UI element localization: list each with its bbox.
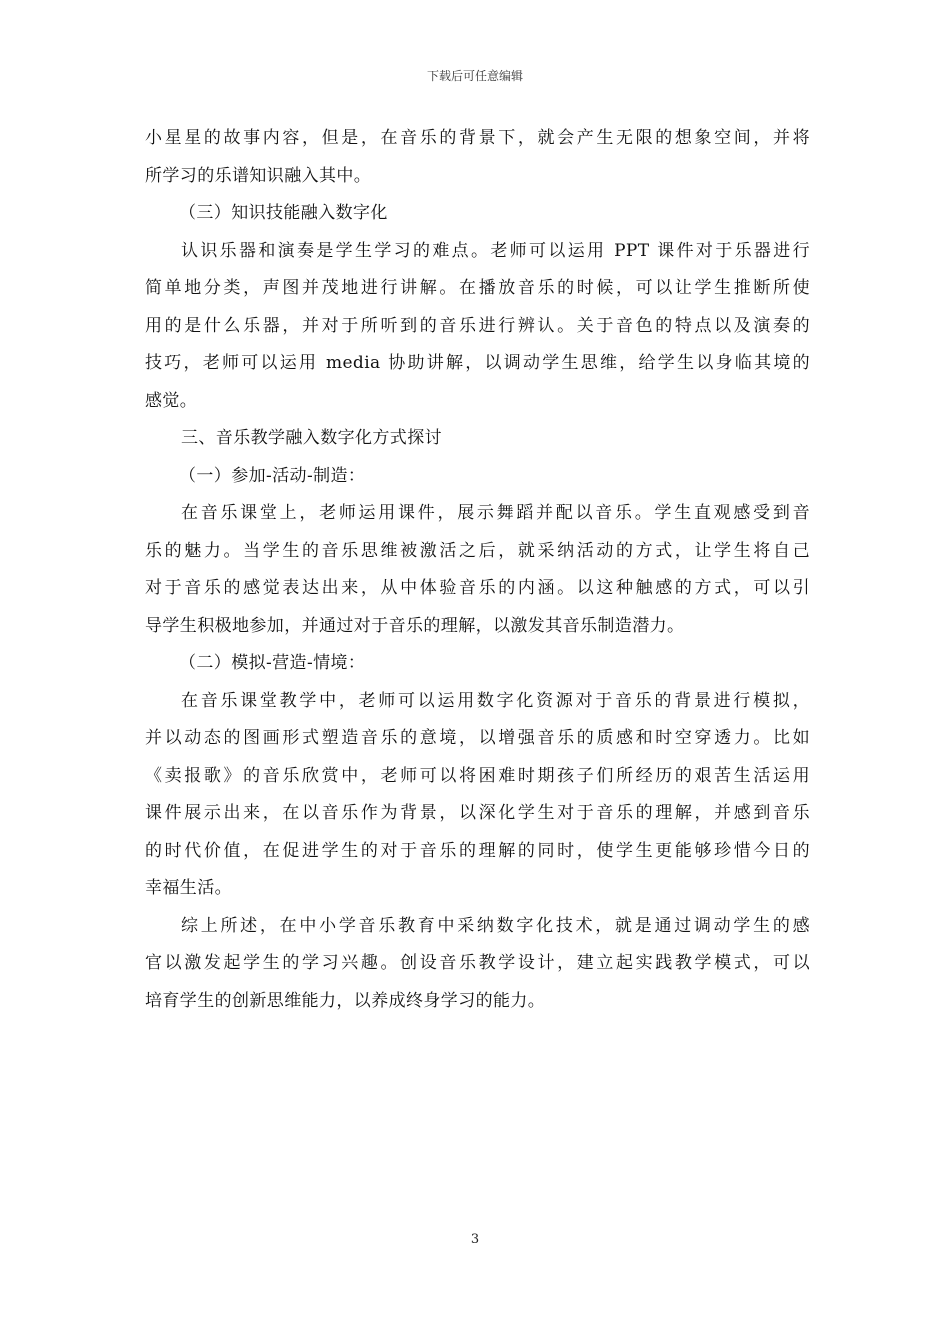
paragraph-line: 认识乐器和演奏是学生学习的难点。老师可以运用 PPT 课件对于乐器进行 [181,240,810,261]
paragraph-line: 培育学生的创新思维能力，以养成终身学习的能力。 [145,990,546,1011]
subsection-heading: （二）模拟-营造-情境： [179,653,366,673]
paragraph-line: 官以激发起学生的学习兴趣。创设音乐教学设计，建立起实践教学模式，可以 [145,953,810,973]
paragraph-line: 在音乐课堂上，老师运用课件，展示舞蹈并配以音乐。学生直观感受到音 [181,503,810,523]
paragraph-line: 乐的魅力。当学生的音乐思维被激活之后，就采纳活动的方式，让学生将自己 [145,540,810,561]
paragraph-line: 《卖报歌》的音乐欣赏中，老师可以将困难时期孩子们所经历的艰苦生活运用 [145,765,810,786]
paragraph-line: 对于音乐的感觉表达出来，从中体验音乐的内涵。以这种触感的方式，可以引 [145,578,810,598]
page-header: 下载后可任意编辑 [426,69,523,83]
paragraph-line: 导学生积极地参加，并通过对于音乐的理解，以激发其音乐制造潜力。 [145,615,685,636]
section-heading: 三、音乐教学融入数字化方式探讨 [181,428,442,448]
paragraph-line: 简单地分类，声图并茂地进行讲解。在播放音乐的时候，可以让学生推断所使 [145,278,810,298]
paragraph-line: 小星星的故事内容，但是，在音乐的背景下，就会产生无限的想象空间，并将 [145,128,810,148]
paragraph-line: 所学习的乐谱知识融入其中。 [145,165,372,186]
paragraph-line: 技巧，老师可以运用 media 协助讲解，以调动学生思维，给学生以身临其境的 [145,353,810,373]
paragraph-line: 在音乐课堂教学中，老师可以运用数字化资源对于音乐的背景进行模拟， [181,690,810,711]
paragraph-line: 课件展示出来，在以音乐作为背景，以深化学生对于音乐的理解，并感到音乐 [145,803,810,823]
page-number: 3 [470,1232,480,1247]
paragraph-line: 综上所述，在中小学音乐教育中采纳数字化技术，就是通过调动学生的感 [181,915,810,936]
paragraph-line: 用的是什么乐器，并对于所听到的音乐进行辨认。关于音色的特点以及演奏的 [145,315,810,336]
subsection-heading: （一）参加-活动-制造： [179,465,366,486]
subsection-heading: （三）知识技能融入数字化 [179,203,388,223]
paragraph-line: 幸福生活。 [145,878,232,898]
document-body [145,120,810,1020]
paragraph-line: 的时代价值，在促进学生的对于音乐的理解的同时，使学生更能够珍惜今日的 [145,840,810,861]
paragraph-line: 并以动态的图画形式塑造音乐的意境，以增强音乐的质感和时空穿透力。比如 [145,728,810,748]
paragraph-line: 感觉。 [145,390,198,411]
